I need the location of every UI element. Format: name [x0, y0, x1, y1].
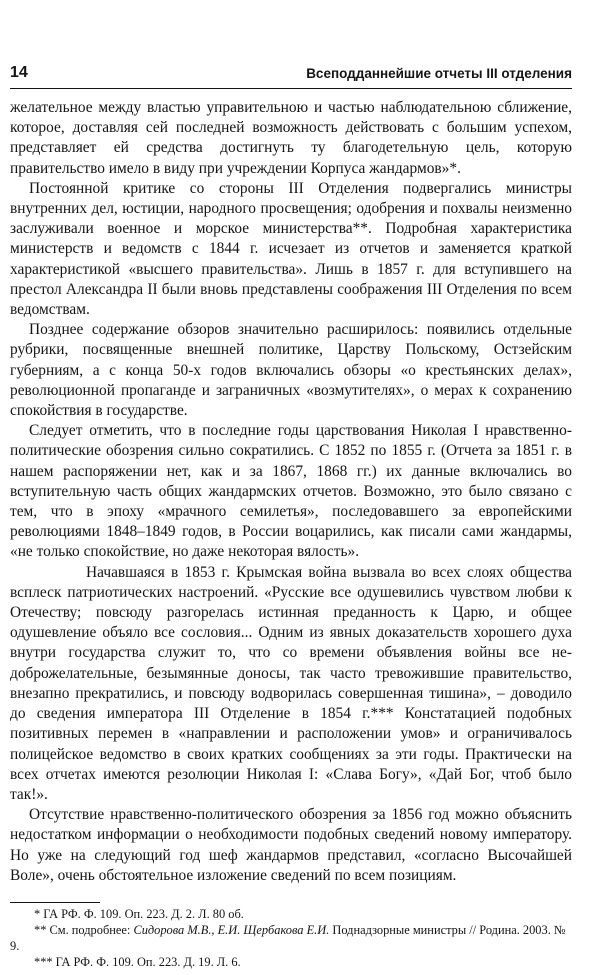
- main-text: [10, 98, 572, 886]
- paragraph-4: Следует отметить, что в последние годы царствования Николая I нравственно-политические обозрения сильно сократились. С 1852 по 1855 г. (Отчета за 1851 г. в нашем распоряжении нет, как и за 1867, 1868 гг.) их данные включались во вступительную часть общих жандармских отчетов. Возможно, это было связано с тем, что в эпоху «мрачного семилетья», последовавшего за европейскими революциями 1848–1849 годов, в России воцарились, как писали сами жандармы, «не только спокойствие, но даже некоторая вялость».: [10, 422, 572, 561]
- footnote-divider: [10, 902, 100, 903]
- footnote-2-rest: Поднадзорные министры // Родина. 2003. № 9.: [10, 923, 566, 953]
- running-header: [10, 62, 572, 89]
- paragraph-1: желательное между властью управительною и частью наблюдательною сближение, которое, доставляя сей последней возможность действовать с большим успехом, представляет ей средства достигнуть ту благодетельную цель, которую правительство имело в виду при учреждении Корпуса жандармов»*.: [10, 99, 572, 177]
- paragraph-2: Постоянной критике со стороны III Отделения подвергались министры внутренних дел, юстиции, народного просвещения; одобрения и похвалы неизменно заслуживали военное и морское министерства**. Подробная характеристика министерств и ведомств с 1844 г. исчезает из отчетов и заменяется краткой характеристикой «высшего правительства». Лишь в 1857 г. для вступившего на престол Александра II были вновь представлены соображения III Отделения по всем ведомствам.: [10, 179, 572, 319]
- paragraph-3: Позднее содержание обзоров значительно расширилось: появились отдельные рубрики, посвященные внешней политике, Царству Польскому, Остзейским губерниям, а с конца 50-х годов включались обзоры «о крестьянских делах», революционной пропаганде и заграничных «возмутителях», о мерах к сохранению спокойствия в государстве.: [10, 321, 572, 420]
- footnote-3: *** ГА РФ. Ф. 109. Оп. 223. Д. 19. Л. 6.: [34, 955, 241, 969]
- running-title: Всеподданнейшие отчеты III отделения: [306, 66, 572, 81]
- footnotes: [10, 906, 572, 970]
- footnote-2: [10, 922, 572, 954]
- footnote-1: * ГА РФ. Ф. 109. Оп. 223. Д. 2. Л. 80 об.: [34, 907, 244, 921]
- paragraph-5: Начавшаяся в 1853 г. Крымская война вызвала во всех слоях общества всплеск патриотических настроений. «Русские все одушевились чувством любви к Отечеству; повсюду разгорелась истинная преданность к Царю, и общее одушевление объяло все сословия... Одним из явных доказательств хорошего духа внутри государства служит то, что со времени объявления войны все недоброжелательные, безымянные доносы, так часто тревожившие правительство, внезапно прекратились, и повсюду водворилась совершенная тишина», – доводило до сведения императора III Отделение в 1854 г.*** Констатацией подобных позитивных перемен в «направлении и расположении умов» и ограничивалось полицейское ведомство в своих кратких сообщениях за эти годы. Практически на всех отчетах имеются резолюции Николая I: «Слава Богу», «Дай Бог, чтоб было так!».: [10, 563, 572, 803]
- paragraph-6: Отсутствие нравственно-политического обозрения за 1856 год можно объяснить недостатком информации о необходимости подобных сведений новому императору. Но уже на следующий год шеф жандармов представил, «согласно Высочайшей Воле», очень обстоятельное изложение сведений по всем позициям.: [10, 806, 572, 884]
- footnote-2-authors: Сидорова М.В., Е.И. Щербакова Е.И.: [133, 923, 330, 937]
- page-number: 14: [10, 64, 28, 81]
- footnote-2-prefix: ** См. подробнее:: [34, 923, 134, 937]
